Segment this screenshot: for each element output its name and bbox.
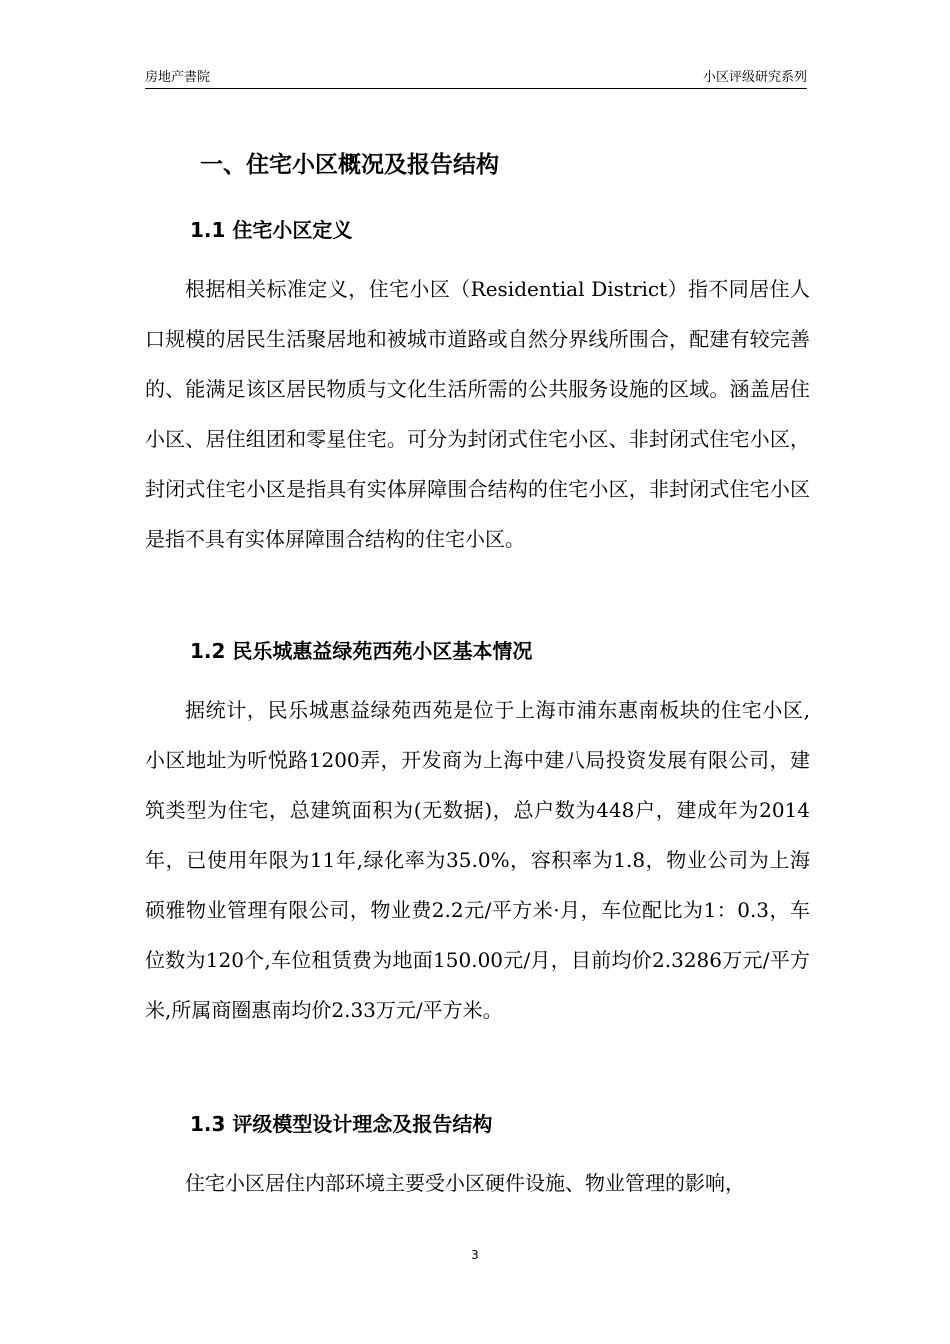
paragraph-definition: 根据相关标准定义，住宅小区（Residential District）指不同居住人口规模的居民生活聚居地和被城市道路或自然分界线所围合，配建有较完善的、能满足该区居民物质与文化生活所需的公共服务设施的区域。涵盖居住小区、居住组团和零星住宅。可分为封闭式住宅小区、非封闭式住宅小区，封闭式住宅小区是指具有实体屏障围合结构的住宅小区，非封闭式住宅小区是指不具有实体屏障围合结构的住宅小区。	[145, 277, 810, 551]
page-number: 3	[471, 1248, 479, 1262]
paragraph-model-design: 住宅小区居住内部环境主要受小区硬件设施、物业管理的影响，	[185, 1171, 745, 1195]
paragraph-basic-info: 据统计，民乐城惠益绿苑西苑是位于上海市浦东惠南板块的住宅小区,小区地址为听悦路1200弄，开发商为上海中建八局投资发展有限公司，建筑类型为住宅，总建筑面积为(无数据)，总户数为448户，建成年为2014年，已使用年限为11年,绿化率为35.0%，容积率为1.8，物业公司为上海硕雅物业管理有限公司，物业费2.2元/平方米·月，车位配比为1：0.3，车位数为120个,车位租赁费为地面150.00元/月，目前均价2.3286万元/平方米,所属商圈惠南均价2.33万元/平方米。	[145, 698, 810, 1022]
header-left-title: 房地产書院	[145, 70, 211, 85]
page-header	[145, 66, 807, 89]
subsection-heading-1-2: 1.2 民乐城惠益绿苑西苑小区基本情况	[190, 639, 533, 663]
section-title: 一、住宅小区概况及报告结构	[200, 152, 499, 178]
subsection-heading-1-1: 1.1 住宅小区定义	[190, 218, 353, 242]
subsection-heading-1-3: 1.3 评级模型设计理念及报告结构	[190, 1112, 493, 1136]
header-right-title: 小区评级研究系列	[702, 70, 807, 85]
